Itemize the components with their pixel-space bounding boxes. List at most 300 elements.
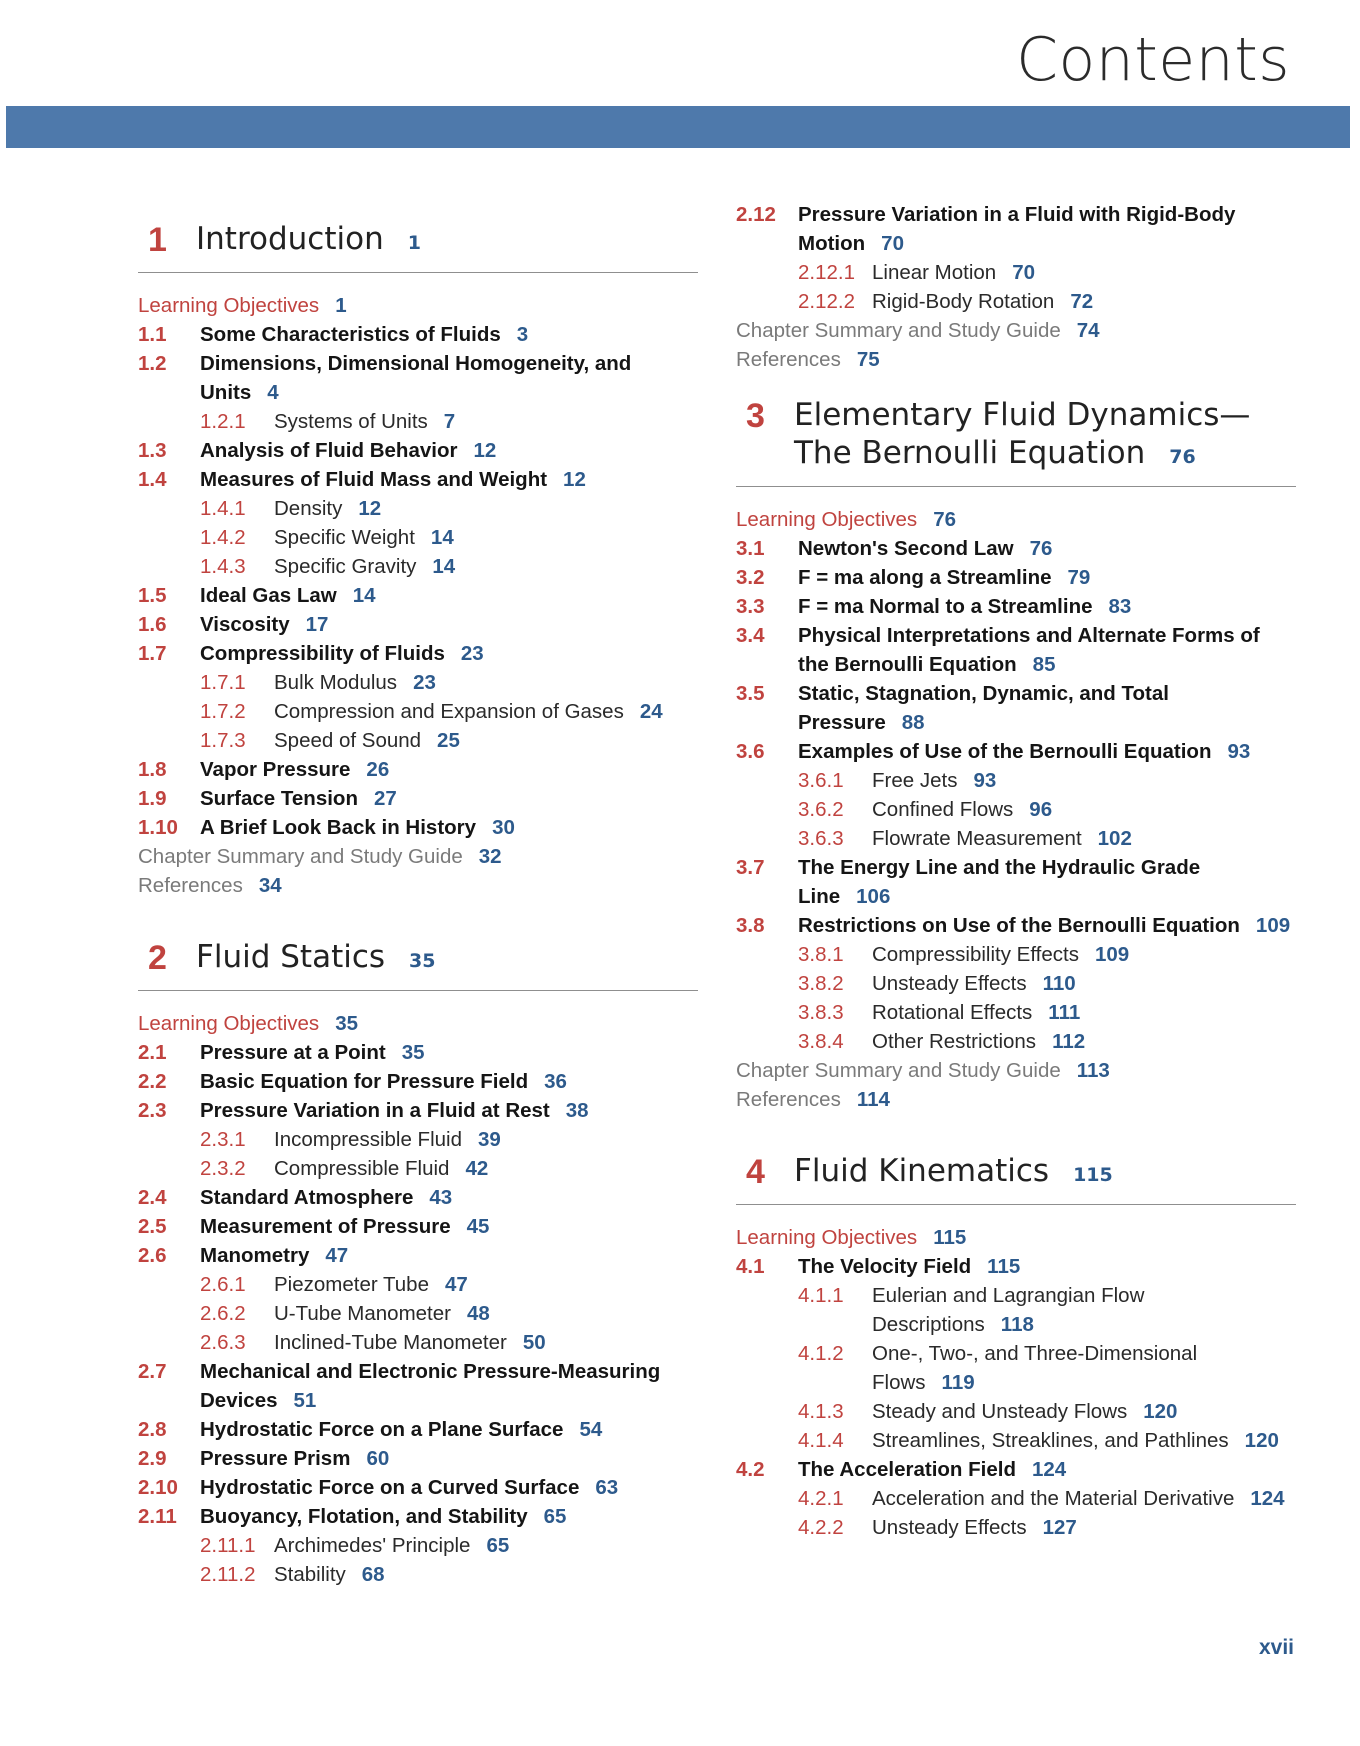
chapter-heading[interactable] xyxy=(736,396,1296,487)
page-number-ref: 114 xyxy=(856,1088,890,1111)
section-number: 2.6.2 xyxy=(200,1302,246,1325)
page-number-ref: 17 xyxy=(305,613,329,636)
toc-entry[interactable] xyxy=(736,287,1296,316)
page-number-ref: 43 xyxy=(429,1186,453,1209)
spacer xyxy=(736,1130,1296,1152)
section-number: 4.2.1 xyxy=(798,1487,844,1510)
page-number-ref: 119 xyxy=(941,1371,975,1394)
section-number: 1.2 xyxy=(138,352,167,375)
section-number: 3.8 xyxy=(736,914,765,937)
toc-entry[interactable] xyxy=(138,842,698,871)
header-band xyxy=(6,106,1350,148)
section-number: 1.2.1 xyxy=(200,410,246,433)
entry-title xyxy=(200,1038,698,1067)
entry-text: Rotational Effects xyxy=(872,1001,1033,1024)
page-number-ref: 60 xyxy=(366,1447,390,1470)
entry-text: Static, Stagnation, Dynamic, and Total Pressure xyxy=(798,682,1169,734)
entry-title xyxy=(200,1415,698,1444)
chapter-block xyxy=(138,938,698,1589)
toc-entry[interactable] xyxy=(138,436,698,465)
entry-title xyxy=(736,1223,1296,1252)
page-number-ref: 112 xyxy=(1052,1030,1086,1053)
entry-text: Physical Interpretations and Alternate Forms of the Bernoulli Equation xyxy=(798,624,1260,676)
toc-entry[interactable] xyxy=(736,258,1296,287)
toc-entry[interactable] xyxy=(736,1056,1296,1085)
section-number: 1.7.3 xyxy=(200,729,246,752)
toc-entry[interactable] xyxy=(736,824,1296,853)
entry-title xyxy=(200,1473,698,1502)
toc-entry[interactable] xyxy=(138,552,698,581)
section-number: 2.12.1 xyxy=(798,261,855,284)
chapter-title xyxy=(794,396,1296,476)
section-number: 2.3 xyxy=(138,1099,167,1122)
entry-title xyxy=(138,842,698,871)
entry-text: Compressibility of Fluids xyxy=(200,642,445,665)
section-number: 2.8 xyxy=(138,1418,167,1441)
page-number-ref: 14 xyxy=(430,526,454,549)
entry-text: Restrictions on Use of the Bernoulli Equation xyxy=(798,914,1240,937)
section-number: 3.2 xyxy=(736,566,765,589)
page-number-ref: 48 xyxy=(466,1302,490,1325)
section-number: 1.1 xyxy=(138,323,167,346)
toc-entry[interactable] xyxy=(138,697,698,726)
page-number-ref: 110 xyxy=(1042,972,1076,995)
entry-text: One-, Two-, and Three-Dimensional Flows xyxy=(872,1342,1198,1394)
entry-text: Measures of Fluid Mass and Weight xyxy=(200,468,548,491)
page-number-ref: 102 xyxy=(1097,827,1132,850)
section-number: 2.10 xyxy=(138,1476,178,1499)
toc-entry[interactable] xyxy=(138,784,698,813)
entry-title xyxy=(872,258,1296,287)
entry-text: Streamlines, Streaklines, and Pathlines xyxy=(872,1429,1229,1452)
page-number-ref: 127 xyxy=(1042,1516,1077,1539)
toc-entry[interactable] xyxy=(138,1328,698,1357)
entry-title xyxy=(200,436,698,465)
page-number-ref: 36 xyxy=(544,1070,567,1093)
page-number-ref: 51 xyxy=(293,1389,317,1412)
entry-title xyxy=(274,697,698,726)
entry-title xyxy=(274,1531,698,1560)
page-number-ref: 12 xyxy=(358,497,382,520)
toc-entry[interactable] xyxy=(138,320,698,349)
section-number: 4.2.2 xyxy=(798,1516,844,1539)
entry-text: Compressible Fluid xyxy=(274,1157,450,1180)
toc-entry[interactable] xyxy=(138,813,698,842)
toc-entry[interactable] xyxy=(138,610,698,639)
page-number-ref: 70 xyxy=(881,232,904,255)
entry-text: Some Characteristics of Fluids xyxy=(200,323,501,346)
section-number: 3.6 xyxy=(736,740,765,763)
toc-entry[interactable] xyxy=(736,1027,1296,1056)
toc-entry[interactable] xyxy=(138,1270,698,1299)
entry-text: Chapter Summary and Study Guide xyxy=(736,319,1061,342)
section-number: 1.3 xyxy=(138,439,167,462)
entry-text: Pressure at a Point xyxy=(200,1041,386,1064)
page-number-ref: 65 xyxy=(486,1534,510,1557)
entry-text: A Brief Look Back in History xyxy=(200,816,477,839)
toc-entry[interactable] xyxy=(736,563,1296,592)
section-number: 4.2 xyxy=(736,1458,765,1481)
page-number-ref: 111 xyxy=(1048,1001,1081,1024)
entry-title xyxy=(872,998,1296,1027)
entry-text: Mechanical and Electronic Pressure-Measuring Devices xyxy=(200,1360,661,1412)
section-number: 3.8.2 xyxy=(798,972,844,995)
entry-title xyxy=(798,737,1296,766)
chapter-page: 1 xyxy=(407,232,421,254)
entry-text: Measurement of Pressure xyxy=(200,1215,451,1238)
section-number: 3.4 xyxy=(736,624,765,647)
toc-entry[interactable] xyxy=(138,1531,698,1560)
section-number: 3.7 xyxy=(736,856,765,879)
chapter-title-text: Elementary Fluid Dynamics—The Bernoulli Equation xyxy=(794,397,1251,471)
toc-entry[interactable] xyxy=(138,1183,698,1212)
entry-text: Linear Motion xyxy=(872,261,997,284)
entry-title xyxy=(274,407,698,436)
toc-entry[interactable] xyxy=(736,737,1296,766)
toc-entry[interactable] xyxy=(138,523,698,552)
section-number: 2.1 xyxy=(138,1041,167,1064)
toc-entry[interactable] xyxy=(138,581,698,610)
entry-title xyxy=(274,668,698,697)
entry-text: Speed of Sound xyxy=(274,729,422,752)
entry-text: Bulk Modulus xyxy=(274,671,398,694)
page-number-ref: 45 xyxy=(466,1215,490,1238)
entry-title xyxy=(138,291,698,320)
page-number-ref: 68 xyxy=(361,1563,385,1586)
page-number-ref: 34 xyxy=(258,874,282,897)
toc-entry[interactable] xyxy=(138,1241,698,1270)
section-number: 3.6.2 xyxy=(798,798,844,821)
entry-title xyxy=(872,1339,1296,1397)
section-number: 2.9 xyxy=(138,1447,167,1470)
entry-title xyxy=(274,1299,698,1328)
chapter-heading[interactable] xyxy=(138,938,698,991)
entry-text: Piezometer Tube xyxy=(274,1273,429,1296)
entry-title xyxy=(274,552,698,581)
toc-entry[interactable] xyxy=(736,1455,1296,1484)
toc-entry[interactable] xyxy=(138,1502,698,1531)
toc-entry[interactable] xyxy=(736,1397,1296,1426)
entry-title xyxy=(872,287,1296,316)
entry-title xyxy=(274,1270,698,1299)
toc-entry[interactable] xyxy=(138,1125,698,1154)
section-number: 3.8.1 xyxy=(798,943,844,966)
toc-entry[interactable] xyxy=(736,316,1296,345)
toc-entry[interactable] xyxy=(736,621,1296,679)
entry-title xyxy=(872,940,1296,969)
chapter-title xyxy=(196,938,698,980)
page-number-ref: 124 xyxy=(1250,1487,1285,1510)
chapter-heading[interactable] xyxy=(736,1152,1296,1205)
toc-entry[interactable] xyxy=(736,1085,1296,1114)
toc-entry[interactable] xyxy=(138,668,698,697)
chapter-number: 4 xyxy=(746,1153,765,1191)
entry-text: Unsteady Effects xyxy=(872,1516,1027,1539)
entry-text: Eulerian and Lagrangian Flow Descriptions xyxy=(872,1284,1145,1336)
entry-text: Acceleration and the Material Derivative xyxy=(872,1487,1235,1510)
page-number-ref: 54 xyxy=(579,1418,603,1441)
toc-entry[interactable] xyxy=(736,679,1296,737)
page-number-ref: 23 xyxy=(413,671,436,694)
entry-title xyxy=(798,853,1296,911)
chapter-number: 3 xyxy=(746,397,765,435)
page-number-ref: 76 xyxy=(933,508,956,531)
page-number-ref: 85 xyxy=(1032,653,1056,676)
page-number-ref: 12 xyxy=(473,439,497,462)
toc-entry[interactable] xyxy=(736,1339,1296,1397)
entry-title xyxy=(872,1397,1296,1426)
toc-entry[interactable] xyxy=(138,349,698,407)
section-number: 2.2 xyxy=(138,1070,167,1093)
entry-title xyxy=(200,755,698,784)
page-number-ref: 7 xyxy=(443,410,456,433)
toc-entry[interactable] xyxy=(138,1009,698,1038)
page-number-ref: 65 xyxy=(543,1505,567,1528)
entry-text: Manometry xyxy=(200,1244,310,1267)
page-number-ref: 26 xyxy=(366,758,390,781)
entry-title xyxy=(200,1096,698,1125)
entry-title xyxy=(274,726,698,755)
page-number-ref: 25 xyxy=(437,729,460,752)
toc-entry[interactable] xyxy=(736,940,1296,969)
entry-title xyxy=(872,969,1296,998)
toc-entry[interactable] xyxy=(138,755,698,784)
entry-title xyxy=(200,1502,698,1531)
page-number-ref: 109 xyxy=(1094,943,1130,966)
toc-entry[interactable] xyxy=(736,1281,1296,1339)
entry-title xyxy=(200,1067,698,1096)
toc-entry[interactable] xyxy=(736,345,1296,374)
toc-entry[interactable] xyxy=(138,1096,698,1125)
toc-entry[interactable] xyxy=(138,639,698,668)
entry-title xyxy=(872,795,1296,824)
entry-text: Rigid-Body Rotation xyxy=(872,290,1055,313)
entry-text: Hydrostatic Force on a Plane Surface xyxy=(200,1418,564,1441)
page-number-ref: 118 xyxy=(1000,1313,1034,1336)
entry-title xyxy=(274,1560,698,1589)
section-number: 3.1 xyxy=(736,537,765,560)
page-number-ref: 115 xyxy=(987,1255,1021,1278)
page-number-ref: 76 xyxy=(1029,537,1053,560)
toc-entry[interactable] xyxy=(736,534,1296,563)
toc-entry[interactable] xyxy=(138,1415,698,1444)
toc-entry[interactable] xyxy=(138,1212,698,1241)
toc-entry[interactable] xyxy=(736,1252,1296,1281)
toc-entry[interactable] xyxy=(138,1067,698,1096)
spacer xyxy=(138,916,698,938)
page-number-ref: 115 xyxy=(933,1226,967,1249)
entry-text: References xyxy=(736,348,841,371)
entry-text: Learning Objectives xyxy=(736,1226,918,1249)
entry-text: Basic Equation for Pressure Field xyxy=(200,1070,529,1093)
entry-text: Hydrostatic Force on a Curved Surface xyxy=(200,1476,580,1499)
section-number: 3.5 xyxy=(736,682,765,705)
page-number-ref: 30 xyxy=(492,816,515,839)
toc-entry[interactable] xyxy=(736,592,1296,621)
entry-text: Confined Flows xyxy=(872,798,1014,821)
toc-entry[interactable] xyxy=(736,766,1296,795)
entry-title xyxy=(872,824,1296,853)
entry-title xyxy=(200,465,698,494)
toc-entry[interactable] xyxy=(138,1038,698,1067)
entry-title xyxy=(274,494,698,523)
toc-entry[interactable] xyxy=(138,1299,698,1328)
entry-title xyxy=(200,813,698,842)
page-number-ref: 63 xyxy=(595,1476,619,1499)
section-number: 4.1.2 xyxy=(798,1342,844,1365)
page-number-ref: 93 xyxy=(1227,740,1251,763)
page-number-ref: 109 xyxy=(1255,914,1291,937)
section-number: 1.10 xyxy=(138,816,178,839)
toc-entry[interactable] xyxy=(736,969,1296,998)
entry-text: Analysis of Fluid Behavior xyxy=(200,439,458,462)
toc-entry[interactable] xyxy=(736,200,1296,258)
toc-entry[interactable] xyxy=(736,1513,1296,1542)
chapter-title-text: Fluid Statics xyxy=(196,939,386,975)
toc-entry[interactable] xyxy=(736,795,1296,824)
entry-text: Specific Weight xyxy=(274,526,415,549)
entry-text: Surface Tension xyxy=(200,787,358,810)
page-number-ref: 23 xyxy=(460,642,484,665)
section-number: 4.1.1 xyxy=(798,1284,844,1307)
section-number: 3.8.4 xyxy=(798,1030,844,1053)
page-number-ref: 50 xyxy=(522,1331,546,1354)
section-number: 4.1 xyxy=(736,1255,765,1278)
chapter-title xyxy=(794,1152,1296,1194)
entry-text: Incompressible Fluid xyxy=(274,1128,462,1151)
page-number-ref: 106 xyxy=(856,885,891,908)
chapter-block xyxy=(736,396,1296,1114)
entry-title xyxy=(798,592,1296,621)
entry-title xyxy=(200,1241,698,1270)
page-number-ref: 93 xyxy=(973,769,997,792)
page-number-ref: 39 xyxy=(478,1128,501,1151)
section-number: 2.4 xyxy=(138,1186,167,1209)
section-number: 1.8 xyxy=(138,758,167,781)
section-number: 2.11.1 xyxy=(200,1534,256,1557)
toc-entry[interactable] xyxy=(736,1484,1296,1513)
entry-title xyxy=(872,1484,1296,1513)
page-number-ref: 14 xyxy=(352,584,376,607)
entry-text: The Acceleration Field xyxy=(798,1458,1016,1481)
entry-title xyxy=(872,1027,1296,1056)
chapter-title xyxy=(196,220,698,262)
entry-title xyxy=(798,621,1296,679)
entry-title xyxy=(798,534,1296,563)
page-number: xvii xyxy=(1258,1636,1294,1659)
toc-entry[interactable] xyxy=(138,1357,698,1415)
entry-text: Unsteady Effects xyxy=(872,972,1027,995)
page-number-ref: 4 xyxy=(267,381,279,404)
entry-text: Free Jets xyxy=(872,769,958,792)
toc-entry[interactable] xyxy=(736,505,1296,534)
toc-entry[interactable] xyxy=(736,911,1296,940)
toc-entry[interactable] xyxy=(138,1560,698,1589)
chapter-page: 115 xyxy=(1073,1164,1113,1186)
entry-title xyxy=(872,1426,1296,1455)
section-number: 3.8.3 xyxy=(798,1001,844,1024)
toc-entry[interactable] xyxy=(138,494,698,523)
section-number: 1.4.2 xyxy=(200,526,246,549)
section-number: 2.6 xyxy=(138,1244,167,1267)
section-number: 2.6.3 xyxy=(200,1331,246,1354)
page-number-ref: 14 xyxy=(432,555,456,578)
entry-text: Flowrate Measurement xyxy=(872,827,1082,850)
toc-entry[interactable] xyxy=(138,291,698,320)
entry-title xyxy=(274,523,698,552)
entry-text: Learning Objectives xyxy=(138,294,320,317)
page-number-ref: 83 xyxy=(1108,595,1132,618)
page-number-ref: 75 xyxy=(856,348,880,371)
page-number-ref: 12 xyxy=(563,468,586,491)
entry-title xyxy=(200,1183,698,1212)
entry-text: Vapor Pressure xyxy=(200,758,351,781)
page-number-ref: 32 xyxy=(478,845,502,868)
toc-entry[interactable] xyxy=(138,726,698,755)
page-number-ref: 38 xyxy=(565,1099,589,1122)
page-number-ref: 74 xyxy=(1076,319,1100,342)
entry-title xyxy=(138,1009,698,1038)
page-number-ref: 3 xyxy=(516,323,529,346)
toc-entry[interactable] xyxy=(138,1473,698,1502)
entry-text: Pressure Variation in a Fluid with Rigid-Body Motion xyxy=(798,203,1236,255)
toc-entry[interactable] xyxy=(736,853,1296,911)
section-number: 4.1.4 xyxy=(798,1429,844,1452)
section-number: 2.3.1 xyxy=(200,1128,246,1151)
section-number: 1.9 xyxy=(138,787,167,810)
toc-entry[interactable] xyxy=(736,998,1296,1027)
toc-entry[interactable] xyxy=(138,871,698,900)
page-number-ref: 70 xyxy=(1012,261,1036,284)
section-number: 2.6.1 xyxy=(200,1273,246,1296)
entry-title xyxy=(138,871,698,900)
entry-title xyxy=(736,345,1296,374)
entry-text: The Energy Line and the Hydraulic Grade Line xyxy=(798,856,1201,908)
entry-text: Ideal Gas Law xyxy=(200,584,337,607)
entry-text: References xyxy=(736,1088,841,1111)
chapter-block xyxy=(736,1152,1296,1542)
entry-title xyxy=(736,1056,1296,1085)
page-number-ref: 120 xyxy=(1244,1429,1279,1452)
entry-title xyxy=(872,1281,1296,1339)
toc-entry[interactable] xyxy=(138,465,698,494)
entry-title xyxy=(798,911,1296,940)
entry-text: Density xyxy=(274,497,343,520)
entry-title xyxy=(798,679,1296,737)
entry-text: F = ma along a Streamline xyxy=(798,566,1052,589)
entry-text: Other Restrictions xyxy=(872,1030,1037,1053)
entry-text: Pressure Prism xyxy=(200,1447,351,1470)
entry-text: Archimedes' Principle xyxy=(274,1534,471,1557)
toc-entry[interactable] xyxy=(138,1444,698,1473)
entry-title xyxy=(798,1455,1296,1484)
page-number-ref: 72 xyxy=(1070,290,1094,313)
chapter-title-text: Introduction xyxy=(196,221,384,257)
toc-entry[interactable] xyxy=(736,1426,1296,1455)
section-number: 1.6 xyxy=(138,613,167,636)
toc-entry[interactable] xyxy=(736,1223,1296,1252)
chapter-heading[interactable] xyxy=(138,220,698,273)
toc-entry[interactable] xyxy=(138,407,698,436)
section-number: 2.12.2 xyxy=(798,290,855,313)
entry-text: Learning Objectives xyxy=(138,1012,320,1035)
section-number: 1.4 xyxy=(138,468,167,491)
entry-text: Dimensions, Dimensional Homogeneity, and Units xyxy=(200,352,632,404)
section-number: 2.11 xyxy=(138,1505,177,1528)
toc-entry[interactable] xyxy=(138,1154,698,1183)
section-number: 2.7 xyxy=(138,1360,167,1383)
entry-title xyxy=(736,1085,1296,1114)
